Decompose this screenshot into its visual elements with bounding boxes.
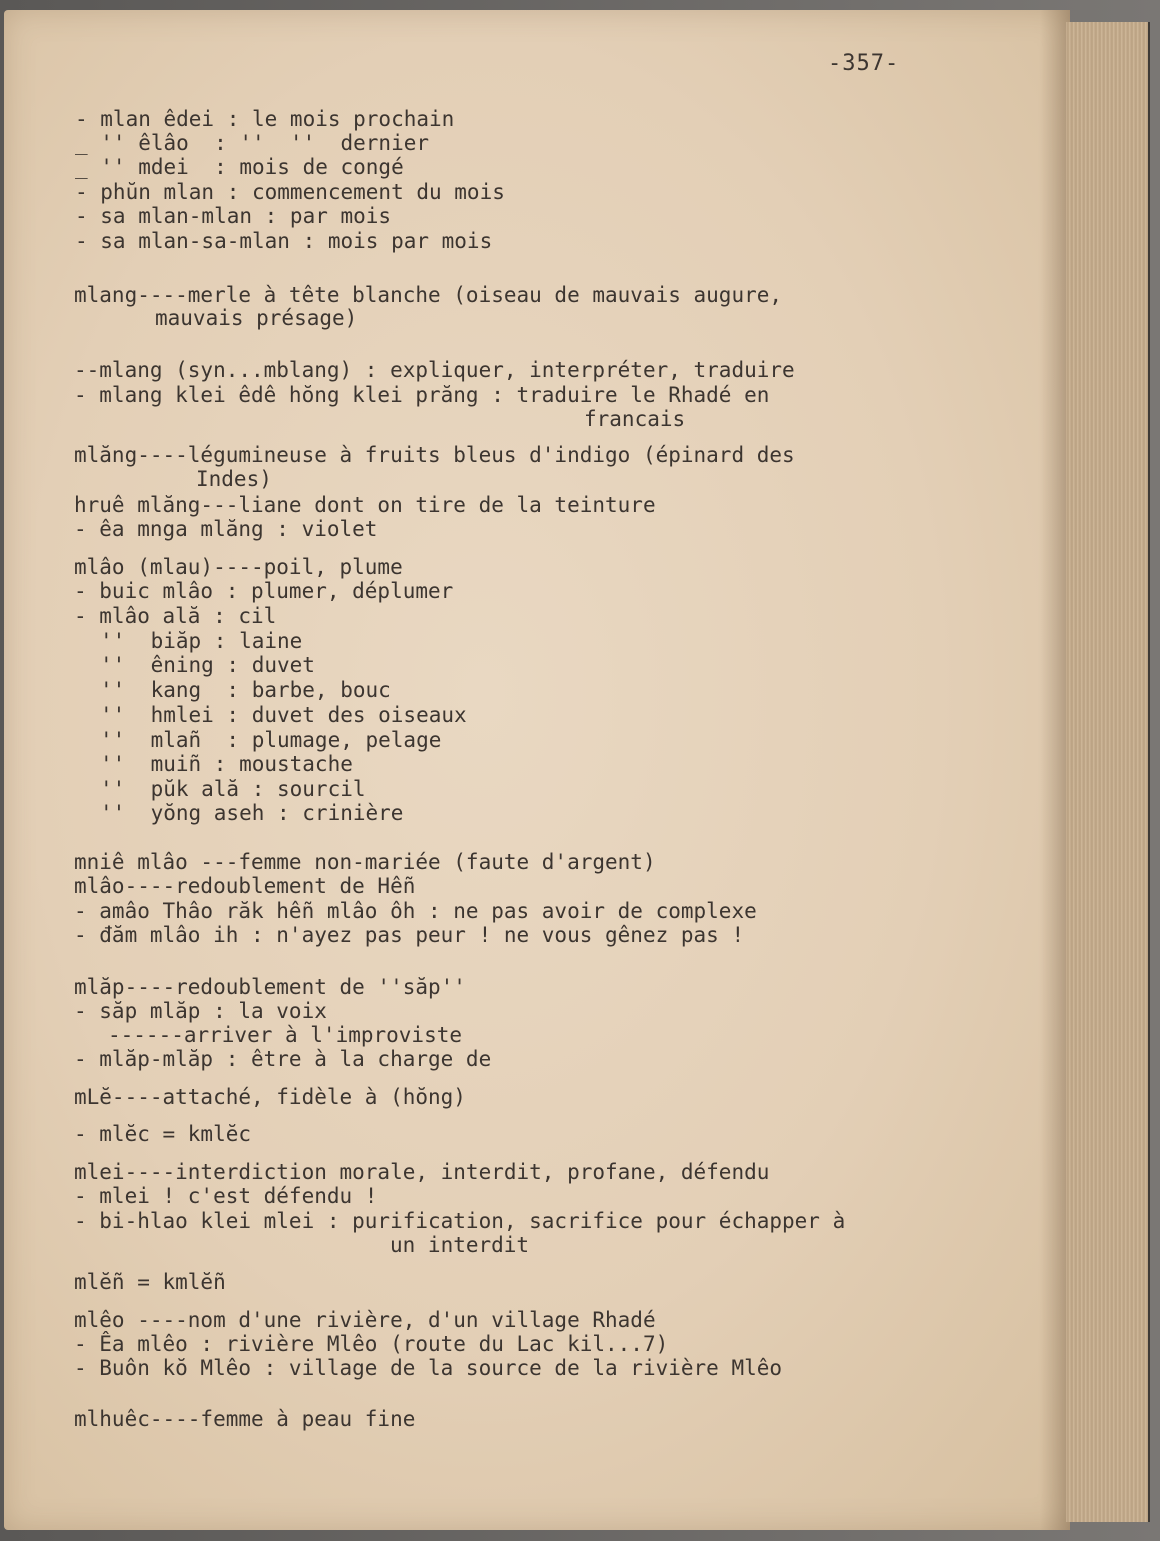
dictionary-line: hruê mlăng---liane dont on tire de la teinture <box>74 493 656 517</box>
dictionary-line: - buic mlâo : plumer, déplumer <box>74 579 454 603</box>
page-edges <box>1066 22 1150 1522</box>
dictionary-line: ------arriver à l'improviste <box>108 1023 463 1047</box>
dictionary-line: '' êning : duvet <box>100 653 315 677</box>
dictionary-line: mauvais présage) <box>155 306 358 330</box>
dictionary-line: - săp mlăp : la voix <box>74 999 327 1023</box>
dictionary-entry-mnie-mlao: mniê mlâo ---femme non-mariée (faute d'argent) <box>74 850 656 874</box>
dictionary-entry-mleo: mlêo ----nom d'une rivière, d'un village Rhadé <box>74 1308 656 1332</box>
dictionary-line: - amâo Thâo răk hêñ mlâo ôh : ne pas avoir de complexe <box>74 899 757 923</box>
dictionary-line: Indes) <box>196 467 272 491</box>
dictionary-line: - mlan êdei : le mois prochain <box>75 107 455 131</box>
dictionary-line: - mlâo ală : cil <box>74 604 277 628</box>
dictionary-line: '' mlañ : plumage, pelage <box>100 728 442 752</box>
dictionary-entry-mlang: mlang----merle à tête blanche (oiseau de mauvais augure, <box>74 283 783 307</box>
dictionary-line: _ '' êlâo : '' '' dernier <box>75 131 430 155</box>
dictionary-line: - mlĕc = kmlĕc <box>74 1122 252 1146</box>
dictionary-line: - Êa mlêo : rivière Mlêo (route du Lac kil...7) <box>74 1332 669 1356</box>
dictionary-line: - đăm mlâo ih : n'ayez pas peur ! ne vous gênez pas ! <box>74 923 745 947</box>
page-number: -357- <box>828 51 900 76</box>
dictionary-line: un interdit <box>390 1233 530 1257</box>
dictionary-line: - mlei ! c'est défendu ! <box>74 1184 378 1208</box>
dictionary-entry-mle: mLĕ----attaché, fidèle à (hŏng) <box>74 1085 466 1109</box>
dictionary-line: '' biăp : laine <box>100 629 303 653</box>
dictionary-line: - êa mnga mlăng : violet <box>74 517 378 541</box>
dictionary-line: - phŭn mlan : commencement du mois <box>75 180 505 204</box>
dictionary-line: '' kang : barbe, bouc <box>100 678 391 702</box>
dictionary-line: - mlang klei êdê hŏng klei prăng : traduire le Rhadé en <box>74 383 770 407</box>
dictionary-line: - bi-hlao klei mlei : purification, sacrifice pour échapper à <box>74 1209 846 1233</box>
dictionary-entry-mlap: mlăp----redoublement de ''săp'' <box>74 975 466 999</box>
dictionary-entry-mlen: mlĕñ = kmlĕñ <box>74 1270 226 1294</box>
dictionary-line: '' pŭk ală : sourcil <box>100 777 366 801</box>
dictionary-line: francais <box>584 407 686 431</box>
dictionary-line: - Buôn kŏ Mlêo : village de la source de la rivière Mlêo <box>74 1356 783 1380</box>
dictionary-line: --mlang (syn...mblang) : expliquer, interpréter, traduire <box>74 358 795 382</box>
dictionary-line: '' yŏng aseh : crinière <box>100 801 404 825</box>
dictionary-entry-mlao: mlâo (mlau)----poil, plume <box>74 555 403 579</box>
dictionary-line: - mlăp-mlăp : être à la charge de <box>74 1047 492 1071</box>
dictionary-entry-mlhuec: mlhuêc----femme à peau fine <box>74 1407 416 1431</box>
dictionary-entry-mlang-2: mlăng----légumineuse à fruits bleus d'indigo (épinard des <box>74 443 795 467</box>
dictionary-line: - sa mlan-mlan : par mois <box>75 204 392 228</box>
dictionary-line: mlâo----redoublement de Hêñ <box>74 874 416 898</box>
dictionary-line: - sa mlan-sa-mlan : mois par mois <box>75 229 493 253</box>
dictionary-line: _ '' mdei : mois de congé <box>75 155 404 179</box>
dictionary-line: '' muiñ : moustache <box>100 752 353 776</box>
dictionary-entry-mlei: mlei----interdiction morale, interdit, profane, défendu <box>74 1160 770 1184</box>
dictionary-line: '' hmlei : duvet des oiseaux <box>100 703 467 727</box>
